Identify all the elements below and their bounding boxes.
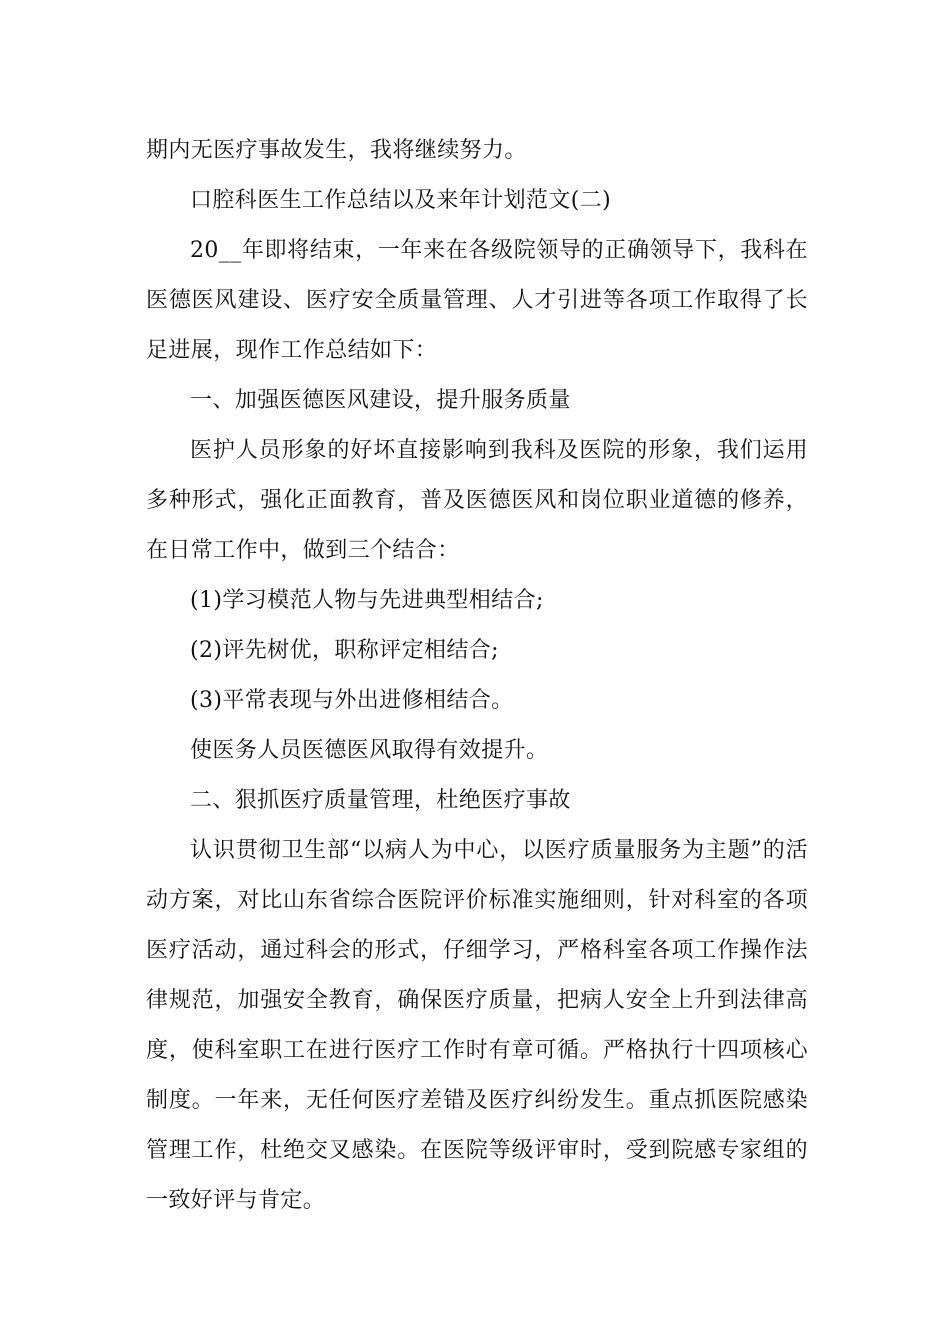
paragraph-continuation: 期内无医疗事故发生，我将继续努力。	[146, 138, 527, 163]
list-item-3: (3)平常表现与外出进修相结合。	[190, 688, 514, 713]
list-item-2: (2)评先树优，职称评定相结合;	[190, 638, 499, 663]
list-item-1: (1)学习模范人物与先进典型相结合;	[190, 588, 544, 613]
heading-one: 一、加强医德医风建设，提升服务质量	[190, 388, 571, 413]
paragraph-intro: 20__年即将结束，一年来在各级院领导的正确领导下，我科在医德医风建设、医疗安全质量管理、人才引进等各项工作取得了长足进展，现作工作总结如下：	[146, 238, 808, 363]
paragraph-result: 使医务人员医德医风取得有效提升。	[190, 738, 549, 763]
section-title: 口腔科医生工作总结以及来年计划范文(二)	[190, 188, 612, 213]
heading-two: 二、狠抓医疗质量管理，杜绝医疗事故	[190, 788, 571, 813]
paragraph-ethics: 医护人员形象的好坏直接影响到我科及医院的形象，我们运用多种形式，强化正面教育，普及医德医风和岗位职业道德的修养，在日常工作中，做到三个结合：	[146, 438, 808, 563]
paragraph-quality: 认识贯彻卫生部“以病人为中心，以医疗质量服务为主题”的活动方案，对比山东省综合医院评价标准实施细则，针对科室的各项医疗活动，通过科会的形式，仔细学习，严格科室各项工作操作法律规范，加强安全教育，确保医疗质量，把病人安全上升到法律高度，使科室职工在进行医疗工作时有章可循。严格执行十四项核心制度。一年来，无任何医疗差错及医疗纠纷发生。重点抓医院感染管理工作，杜绝交叉感染。在医院等级评审时，受到院感专家组的一致好评与肯定。	[146, 838, 808, 1213]
